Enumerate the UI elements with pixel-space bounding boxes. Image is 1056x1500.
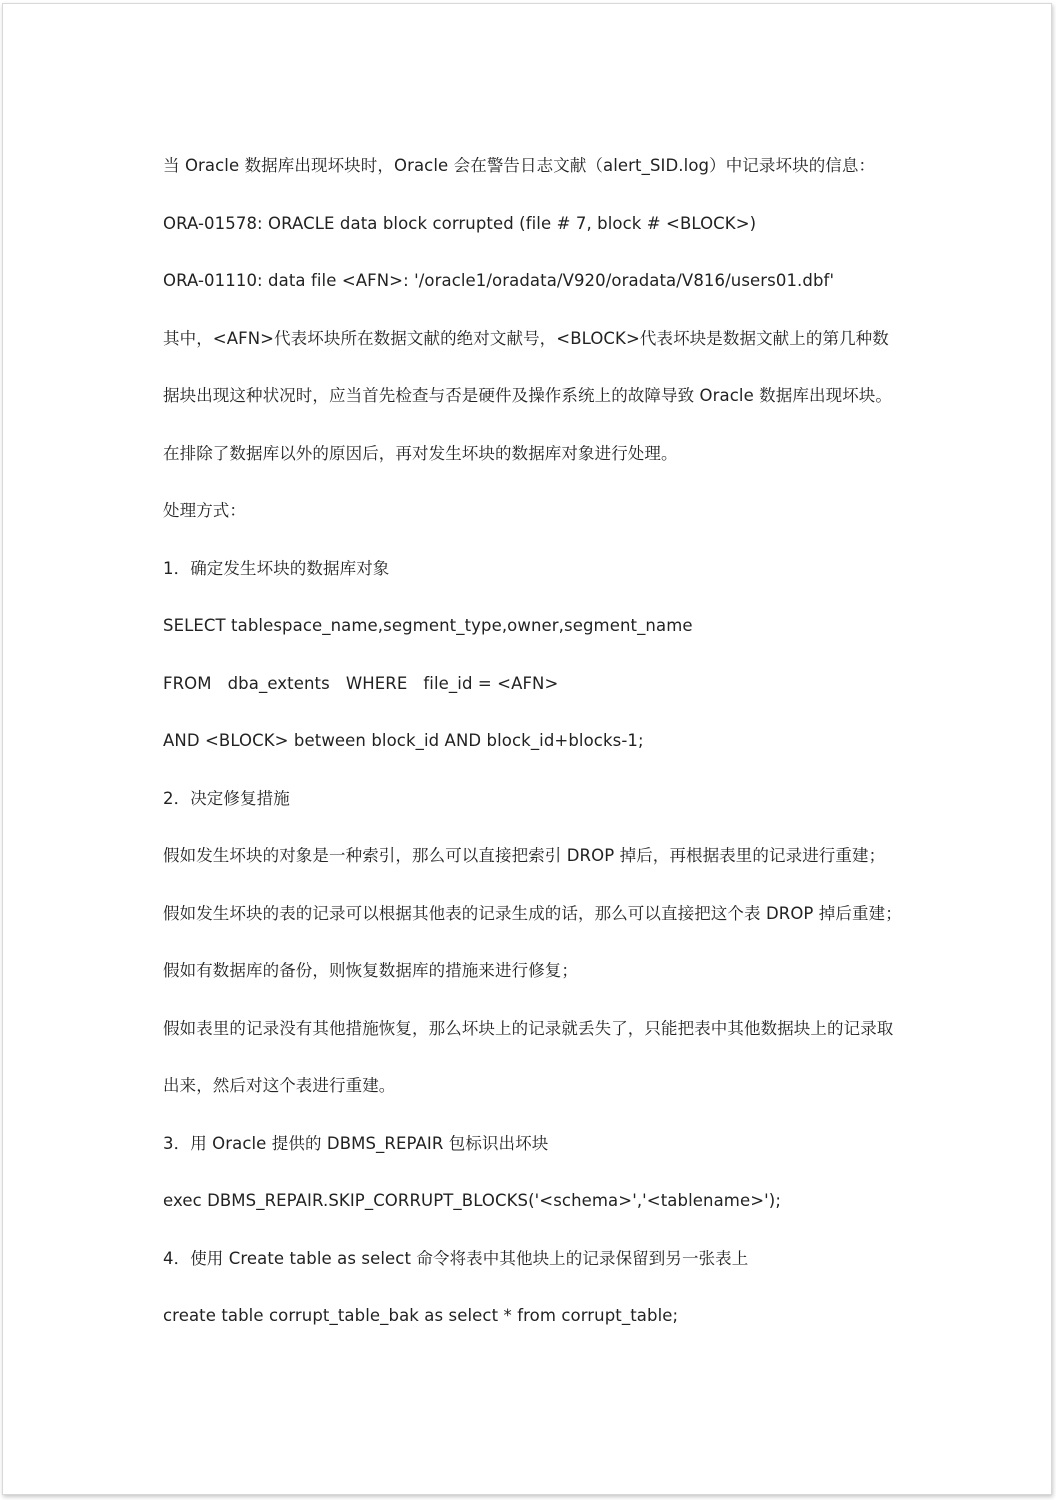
paragraph-explanation-line-2: 据块出现这种状况时，应当首先检查与否是硬件及操作系统上的故障导致 Oracle 数据库出现坏块。	[163, 386, 892, 405]
section-heading-method: 处理方式：	[163, 501, 246, 520]
repair-option-table: 假如发生坏块的表的记录可以根据其他表的记录生成的话，那么可以直接把这个表 DROP 掉后重建；	[163, 903, 902, 923]
sql-line-create-table: create table corrupt_table_bak as select * from corrupt_table;	[163, 1306, 679, 1325]
repair-option-backup: 假如有数据库的备份，则恢复数据库的措施来进行修复；	[163, 961, 578, 980]
sql-line-and: AND <BLOCK> between block_id AND block_id+blocks-1;	[163, 731, 644, 750]
error-line-ora-01578: ORA-01578: ORACLE data block corrupted (file # 7, block # <BLOCK>)	[163, 213, 757, 233]
step-3-heading: 3．用 Oracle 提供的 DBMS_REPAIR 包标识出坏块	[163, 1133, 549, 1153]
step-2-heading: 2．决定修复措施	[163, 788, 290, 808]
error-line-ora-01110: ORA-01110: data file <AFN>: '/oracle1/oradata/V920/oradata/V816/users01.dbf'	[163, 271, 835, 290]
repair-option-lost-line-2: 出来，然后对这个表进行重建。	[163, 1076, 396, 1095]
paragraph-explanation-line-3: 在排除了数据库以外的原因后，再对发生坏块的数据库对象进行处理。	[163, 443, 678, 463]
sql-line-exec-dbms-repair: exec DBMS_REPAIR.SKIP_CORRUPT_BLOCKS('<schema>','<tablename>');	[163, 1191, 781, 1210]
repair-option-lost-line-1: 假如表里的记录没有其他措施恢复，那么坏块上的记录就丢失了，只能把表中其他数据块上的记录取	[163, 1018, 894, 1038]
paragraph-explanation-line-1: 其中，<AFN>代表坏块所在数据文献的绝对文献号，<BLOCK>代表坏块是数据文献上的第几种数	[163, 328, 889, 348]
sql-line-select: SELECT tablespace_name,segment_type,owner,segment_name	[163, 616, 693, 635]
document-page	[2, 3, 1052, 1495]
paragraph-intro: 当 Oracle 数据库出现坏块时，Oracle 会在警告日志文献（alert_SID.log）中记录坏块的信息：	[163, 156, 876, 175]
document-body	[163, 137, 923, 1345]
step-1-heading: 1．确定发生坏块的数据库对象	[163, 558, 390, 578]
repair-option-index: 假如发生坏块的对象是一种索引，那么可以直接把索引 DROP 掉后，再根据表里的记录进行重建；	[163, 846, 886, 865]
step-4-heading: 4．使用 Create table as select 命令将表中其他块上的记录保留到另一张表上	[163, 1248, 749, 1268]
sql-line-from: FROM dba_extents WHERE file_id = <AFN>	[163, 673, 559, 693]
